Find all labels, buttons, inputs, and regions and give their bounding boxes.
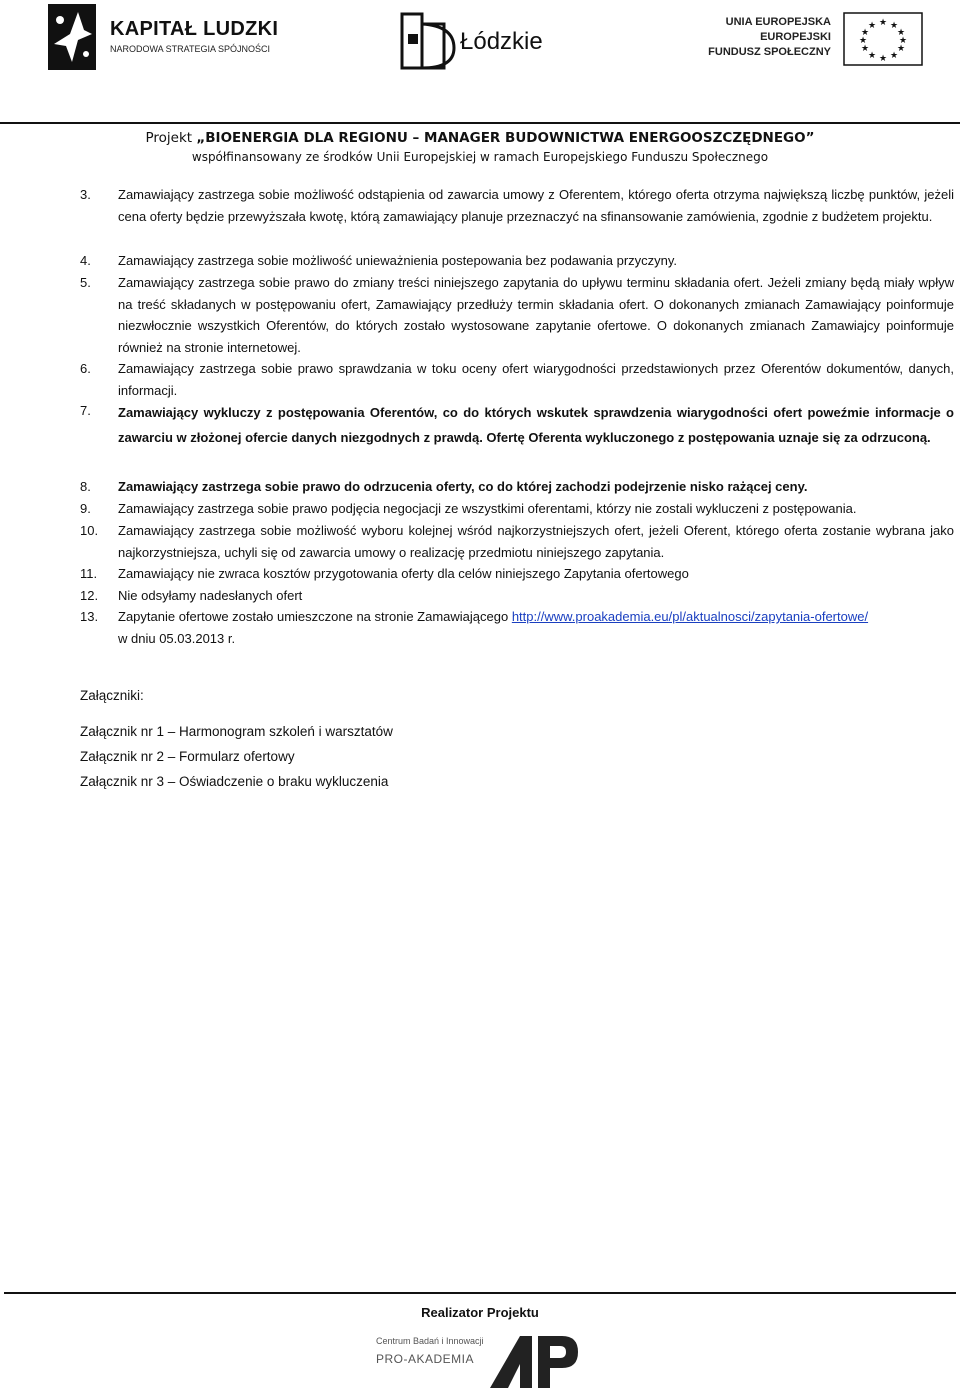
project-title <box>0 130 960 146</box>
svg-text:★: ★ <box>867 21 877 31</box>
footer-label: Realizator Projektu <box>421 1305 539 1320</box>
svg-text:★: ★ <box>896 28 906 38</box>
cofinancing-note: współfinansowany ze środków Unii Europejskiej w ramach Europejskiego Funduszu Społecznego <box>191 150 769 164</box>
item-number: 4. <box>80 253 91 268</box>
attachment-item: Załącznik nr 3 – Oświadczenie o braku wykluczenia <box>80 774 389 789</box>
list-item: Zamawiający zastrzega sobie prawo do odrzucenia oferty, co do której zachodzi podejrzenie nisko rażącej ceny. <box>118 479 808 494</box>
item-13-date: w dniu 05.03.2013 r. <box>118 630 236 646</box>
eu-logo-text <box>708 15 831 60</box>
eu-flag-icon <box>843 12 923 66</box>
eu-line-1: UNIA EUROPEJSKA <box>725 16 831 28</box>
kapital-ludzki-emblem-icon <box>48 4 96 70</box>
svg-text:★: ★ <box>878 54 888 64</box>
eu-logo <box>708 12 923 68</box>
item-number: 8. <box>80 479 91 494</box>
item-number: 9. <box>80 501 91 516</box>
pro-akademia-line-2: PRO-AKADEMIA <box>376 1352 475 1366</box>
project-name: „BIOENERGIA DLA REGIONU – MANAGER BUDOWNICTWA ENERGOOSZCZĘDNEGO” <box>196 130 815 146</box>
zapytania-ofertowe-link[interactable]: http://www.proakademia.eu/pl/aktualnosci/zapytania-ofertowe/ <box>511 609 869 624</box>
svg-text:★: ★ <box>889 51 899 61</box>
footer-divider <box>4 1292 956 1294</box>
item-number: 10. <box>80 523 99 538</box>
list-item: Zamawiający wykluczy z postępowania Oferentów, co do których wskutek sprawdzenia wiarygodności ofert poweźmie informacje o zawarciu w złożonej ofercie danych niezgodnych z prawdą. Ofertę Oferenta wykluczonego z postępowania uznaje się za odrzuconą. <box>118 405 954 445</box>
pro-akademia-emblem-icon <box>490 1334 578 1388</box>
svg-text:★: ★ <box>860 28 870 38</box>
kapital-ludzki-logo <box>48 4 278 70</box>
lodzkie-logo <box>400 12 560 72</box>
list-item: Zamawiający zastrzega sobie możliwość wyboru kolejnej wśród najkorzystniejszych ofert, jeżeli Oferent, którego oferta zostanie wybrana jako najkorzystniejsza, uchyli się od zawarcia umowy o realizację przedmiotu niniejszego zapytania. <box>118 523 954 560</box>
list-item: Zamawiający zastrzega sobie prawo podjęcia negocjacji ze wszystkimi oferentami, którzy nie zostali wykluczeni z postępowania. <box>118 501 857 516</box>
svg-text:★: ★ <box>889 21 899 31</box>
svg-text:★: ★ <box>867 51 877 61</box>
list-item: Zamawiający zastrzega sobie prawo sprawdzania w toku oceny ofert wiarygodności przedstawionych przez Oferentów dokumentów, danych, informacji. <box>118 361 954 398</box>
item-13-text: Zapytanie ofertowe zostało umieszczone na stronie Zamawiającego <box>118 609 509 624</box>
item-number: 3. <box>80 187 91 202</box>
lodzkie-title: Łódzkie <box>460 28 543 55</box>
item-number: 12. <box>80 588 99 603</box>
list-item: Zamawiający zastrzega sobie możliwość odstąpienia od zawarcia umowy z Oferentem, którego oferta otrzyma największą liczbę punktów, jeżeli cena oferty będzie przewyższała kwotę, którą zamawiający planuje przeznaczyć na sfinansowanie zamówienia, zgodnie z budżetem projektu. <box>118 187 954 224</box>
list-item: Zamawiający zastrzega sobie prawo do zmiany treści niniejszego zapytania do upływu terminu składania ofert. Jeżeli zmiany będą miały wpływ na treść składanych w postępowaniu ofert, Zamawiający przedłuży termin składania ofert. O dokonanych zmianach Zamawiający poinformuje niezwłocznie wszystkich Oferentów, do których zostało wystosowane zapytanie ofertowe. O dokonanych zmianach Zamawiajcy poinformuje również na stronie internetowej. <box>118 275 954 355</box>
eu-line-2: EUROPEJSKI <box>760 31 831 43</box>
list-item <box>118 606 954 649</box>
project-prefix: Projekt <box>145 130 197 146</box>
svg-text:★: ★ <box>898 36 908 46</box>
header-divider <box>0 122 960 124</box>
attachments-heading: Załączniki: <box>80 688 144 703</box>
svg-text:★: ★ <box>896 44 906 54</box>
pro-akademia-logo <box>372 1334 582 1388</box>
kapital-ludzki-title: KAPITAŁ LUDZKI <box>110 18 279 40</box>
lodzkie-emblem-icon <box>400 12 456 70</box>
svg-text:★: ★ <box>878 18 888 28</box>
item-number: 13. <box>80 609 99 624</box>
list-item: Zamawiający zastrzega sobie możliwość unieważnienia postepowania bez podawania przyczyny. <box>118 253 678 268</box>
attachment-item: Załącznik nr 2 – Formularz ofertowy <box>80 749 295 764</box>
list-item: Zamawiający nie zwraca kosztów przygotowania oferty dla celów niniejszego Zapytania ofertowego <box>118 566 689 581</box>
item-number: 5. <box>80 275 91 290</box>
item-number: 6. <box>80 361 91 376</box>
svg-text:★: ★ <box>858 36 868 46</box>
list-item: Nie odsyłamy nadesłanych ofert <box>118 588 303 603</box>
eu-line-3: FUNDUSZ SPOŁECZNY <box>708 46 831 58</box>
svg-text:★: ★ <box>860 44 870 54</box>
item-number: 7. <box>80 403 91 418</box>
item-number: 11. <box>80 566 98 581</box>
pro-akademia-line-1: Centrum Badań i Innowacji <box>376 1336 484 1346</box>
kapital-ludzki-subtitle: NARODOWA STRATEGIA SPÓJNOŚCI <box>110 44 271 54</box>
attachment-item: Załącznik nr 1 – Harmonogram szkoleń i warsztatów <box>80 724 393 739</box>
